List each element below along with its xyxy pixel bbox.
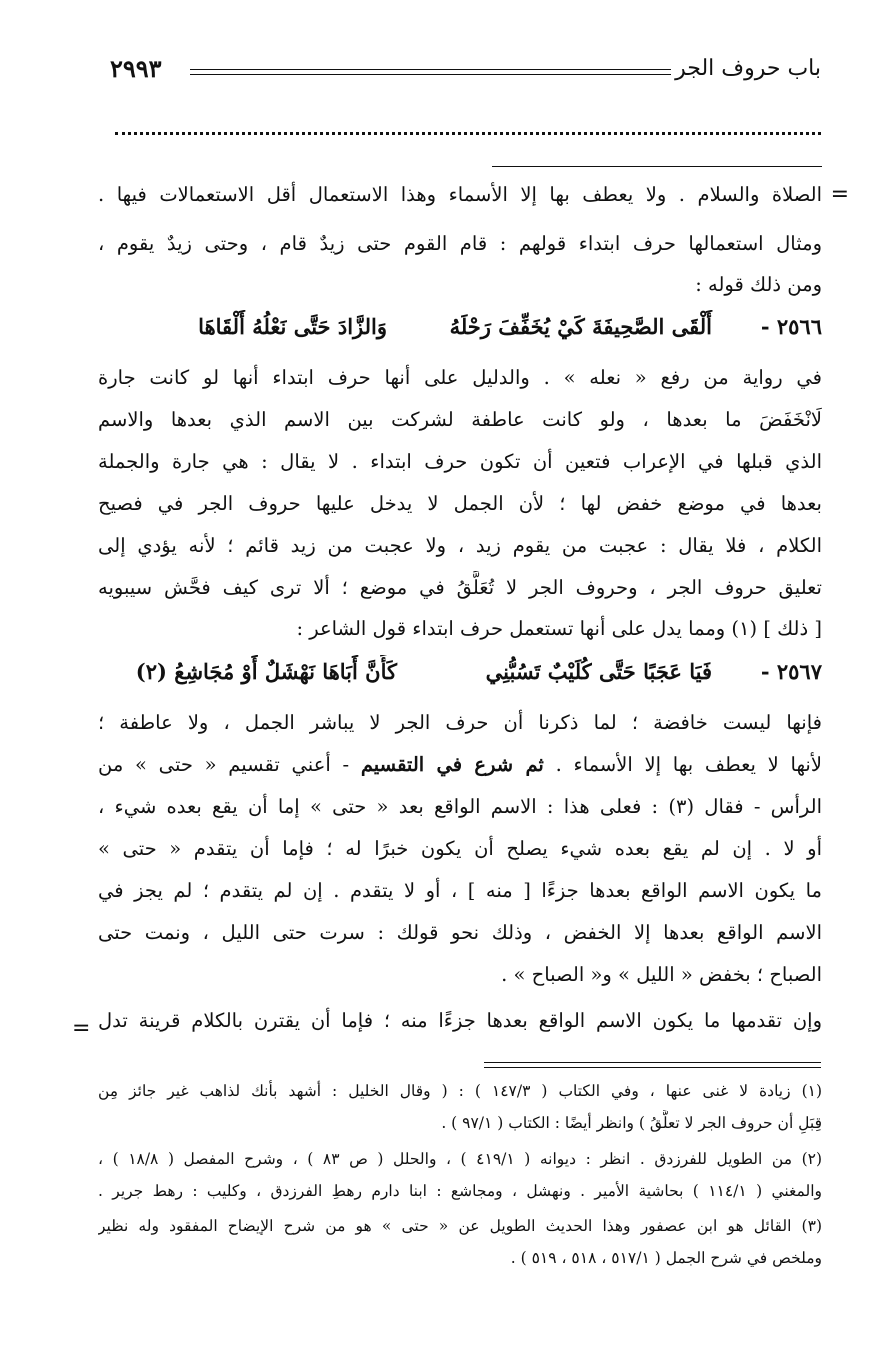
- body-line: بعدها في موضع خفض لها ؛ لأن الجمل لا يدخل عليها حروف الجر في فصيح: [98, 492, 822, 515]
- verse-2566: [98, 310, 822, 346]
- body-text: لأنها لا يعطف بها إلا الأسماء .: [555, 753, 822, 776]
- continuation-mark: =: [72, 1016, 91, 1041]
- chapter-title: باب حروف الجر: [675, 56, 821, 81]
- footnote-line: (١) زيادة لا غنى عنها ، وفي الكتاب ( ١٤٧/٣ ) : ( وقال الخليل : أشهد بأنك لذاهب غير جائز مِن: [98, 1082, 822, 1100]
- continuation-mark: =: [830, 182, 849, 207]
- body-line: الصلاة والسلام . ولا يعطف بها إلا الأسماء وهذا الاستعمال أقل الاستعمالات فيها .: [98, 183, 822, 206]
- footnote-line: والمغني ( ١١٤/١ ) بحاشية الأمير . ونهشل ، ومجاشع : ابنا دارم رهطِ الفرزدق ، وكليب : رهط جرير .: [98, 1182, 822, 1200]
- header-rule: [190, 69, 671, 70]
- footnote-rule: [484, 1062, 821, 1063]
- footnote-line: (٣) القائل هو ابن عصفور وهذا الحديث الطويل عن « حتى » هو من شرح الإيضاح المفقود وله نظير: [98, 1217, 822, 1235]
- page-number: ٢٩٩٣: [110, 54, 162, 83]
- body-line: ومن ذلك قوله :: [695, 273, 822, 296]
- body-text: - أعني تقسيم « حتى » من: [98, 753, 350, 776]
- body-line: أو لا . إن لم يقع بعده شيء يصلح أن يكون خبرًا له ؛ فإما أن يتقدم « حتى »: [98, 837, 822, 860]
- body-line-mixed: [98, 748, 822, 784]
- section-rule: [492, 166, 822, 167]
- header-rule: [190, 74, 671, 75]
- body-line: الرأس - فقال (٣) : فعلى هذا : الاسم الواقع بعد « حتى » إما أن يقع بعده شيء ،: [98, 795, 822, 818]
- body-line: الصباح ؛ بخفض « الليل » و« الصباح » .: [501, 963, 822, 986]
- verse-hemistich-1: فَيَا عَجَبًا حَتَّى كُلَيْبٌ تَسُبُّنِي: [485, 659, 712, 684]
- body-line: ومثال استعمالها حرف ابتداء قولهم : قام القوم حتى زيدٌ قام ، وحتى زيدٌ يقوم ،: [98, 232, 822, 255]
- body-line: في رواية من رفع « نعله » . والدليل على أنها حرف ابتداء أنها لو كانت جارة: [98, 366, 822, 389]
- body-line: فإنها ليست خافضة ؛ لما ذكرنا أن حرف الجر لا يباشر الجمل ، ولا عاطفة ؛: [98, 711, 822, 734]
- body-line: الكلام ، فلا يقال : عجبت من يقوم زيد ، ولا عجبت من زيد قائم ؛ لأنه يؤدي إلى: [98, 534, 822, 557]
- verse-2567: [98, 655, 822, 691]
- footnote-rule: [484, 1067, 821, 1068]
- footnote-line: وملخص في شرح الجمل ( ٥١٧/١ ، ٥١٨ ، ٥١٩ ) .: [510, 1249, 822, 1267]
- body-line: الذي قبلها في الإعراب فتعين أن تكون حرف ابتداء . لا يقال : هي جارة والجملة: [98, 450, 822, 473]
- verse-hemistich-2: كَأَنَّ أَبَاهَا نَهْشَلٌ أَوْ مُجَاشِعُ (٢): [135, 659, 397, 684]
- verse-number: ٢٥٦٦ -: [760, 314, 822, 339]
- body-line: [ ذلك ] (١) ومما يدل على أنها تستعمل حرف ابتداء قول الشاعر :: [296, 617, 822, 640]
- verse-hemistich-1: أَلْقَى الصَّحِيفَةَ كَيْ يُخَفِّفَ رَحْلَهُ: [449, 314, 712, 339]
- footnote-line: قِبَلِ أن حروف الجر لا تعلَّقُ ) وانظر أيضًا : الكتاب ( ٩٧/١ ) .: [441, 1114, 822, 1132]
- footnote-line: (٢) من الطويل للفرزدق . انظر : ديوانه ( ٤١٩/١ ) ، والحلل ( ص ٨٣ ) ، وشرح المفصل ( ١٨/٨ ) ،: [98, 1150, 822, 1168]
- body-line: ما يكون الاسم الواقع بعدها جزءًا [ منه ] ، أو لا يتقدم . إن لم يتقدم ؛ لم يجز في: [98, 879, 822, 902]
- verse-number: ٢٥٦٧ -: [760, 659, 822, 684]
- bold-phrase: ثم شرع في التقسيم: [360, 753, 544, 776]
- body-line: الاسم الواقع بعدها إلا الخفض ، وذلك نحو قولك : سرت حتى الليل ، ونمت حتى: [98, 921, 822, 944]
- verse-hemistich-2: وَالزَّادَ حَتَّى نَعْلُهُ أَلْقَاهَا: [198, 314, 387, 339]
- body-line: لَانْخَفَضَ ما بعدها ، ولو كانت عاطفة لشركت بين الاسم الذي بعدها والاسم: [98, 408, 822, 431]
- body-line: وإن تقدمها ما يكون الاسم الواقع بعدها جزءًا منه ؛ فإما أن يقترن بالكلام قرينة تدل: [98, 1009, 822, 1032]
- dotted-separator: [115, 132, 821, 135]
- body-line: تعليق حروف الجر ، وحروف الجر لا تُعَلَّقُ في موضع ؛ ألا ترى كيف فحَّش سيبويه: [98, 576, 822, 599]
